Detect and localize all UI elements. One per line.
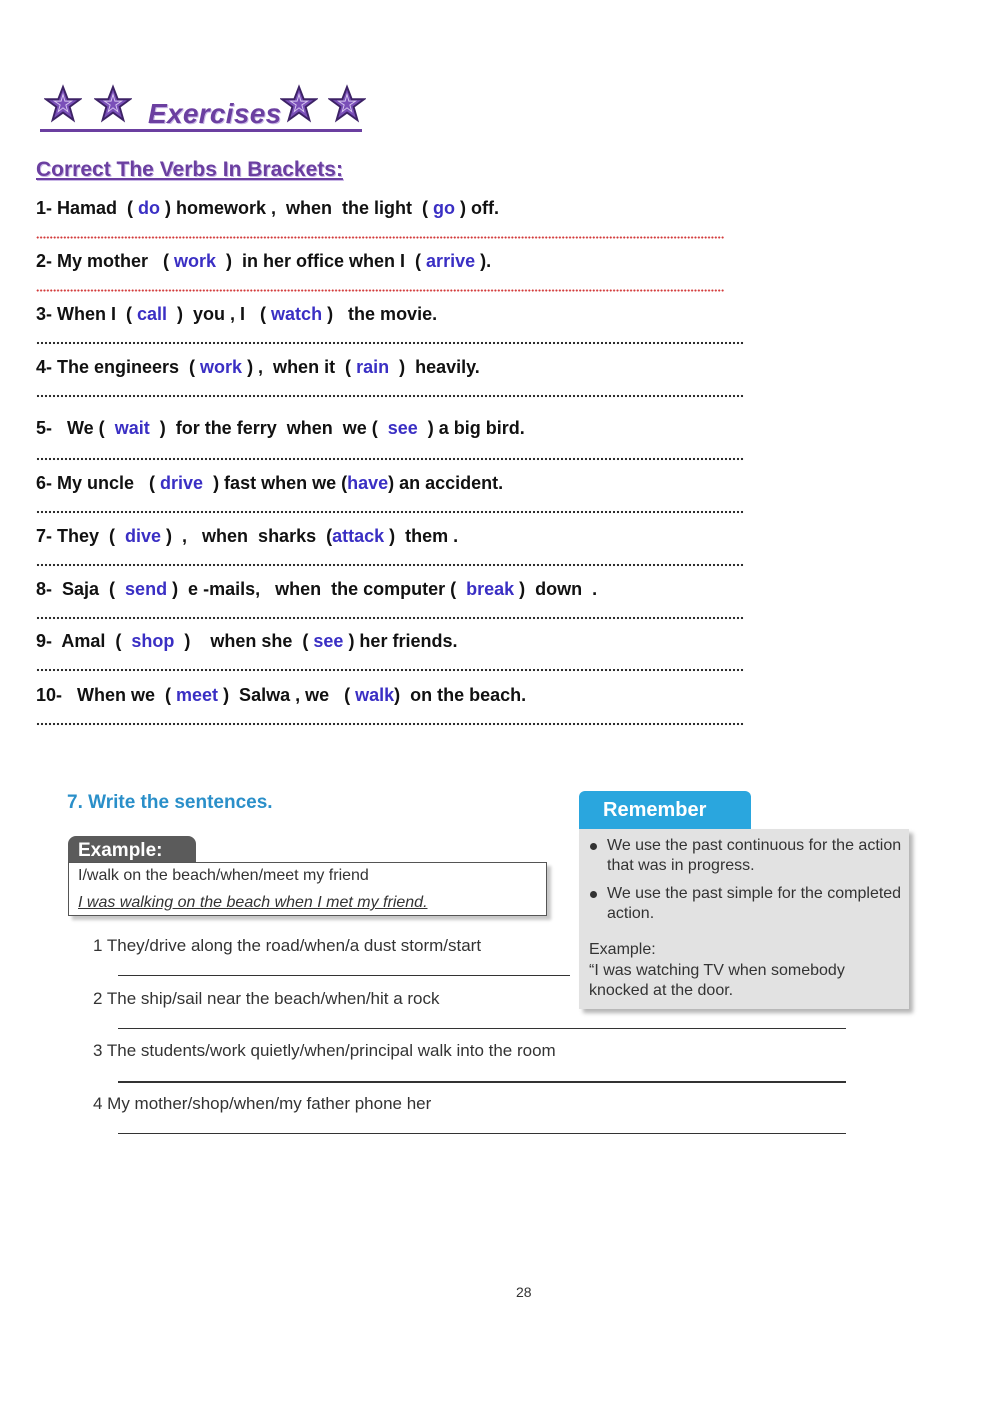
answer-line[interactable] bbox=[36, 722, 744, 726]
question-4: 4- The engineers ( work ) , when it ( rain ) heavily. bbox=[36, 357, 480, 377]
bullet-icon bbox=[590, 891, 597, 898]
star-icon bbox=[280, 84, 318, 124]
header-underline bbox=[40, 129, 362, 132]
answer-line[interactable] bbox=[36, 668, 744, 672]
question-2: 2- My mother ( work ) in her office when I ( arrive ). bbox=[36, 251, 492, 271]
task-4: 4 My mother/shop/when/my father phone her bbox=[93, 1094, 432, 1113]
question-6: 6- My uncle ( drive ) fast when we (have) an accident. bbox=[36, 473, 504, 493]
example-answer: I was walking on the beach when I met my friend. bbox=[78, 894, 428, 911]
exercises-header bbox=[40, 84, 370, 134]
question-5: 5- We ( wait ) for the ferry when we ( see ) a big bird. bbox=[36, 418, 525, 438]
star-icon bbox=[94, 84, 132, 124]
example-label: Example: bbox=[68, 836, 196, 864]
task-3: 3 The students/work quietly/when/principal walk into the room bbox=[93, 1041, 556, 1060]
task-2: 2 The ship/sail near the beach/when/hit a rock bbox=[93, 989, 440, 1008]
question-9: 9- Amal ( shop ) when she ( see ) her friends. bbox=[36, 631, 458, 651]
writing-line[interactable] bbox=[118, 975, 570, 976]
remember-example-text: “I was watching TV when somebody knocked at the door. bbox=[589, 962, 845, 999]
remember-item: We use the past continuous for the action that was in progress. bbox=[607, 837, 902, 874]
page-number: 28 bbox=[516, 1284, 532, 1300]
answer-line[interactable] bbox=[36, 341, 744, 345]
remember-item: We use the past simple for the completed action. bbox=[607, 885, 902, 922]
question-3: 3- When I ( call ) you , I ( watch ) the movie. bbox=[36, 304, 438, 324]
remember-tab: Remember bbox=[579, 791, 751, 829]
exercise-7-title: 7. Write the sentences. bbox=[67, 792, 273, 813]
question-1: 1- Hamad ( do ) homework , when the light ( go ) off. bbox=[36, 198, 500, 218]
writing-line[interactable] bbox=[118, 1028, 846, 1029]
page-title: Exercises bbox=[148, 98, 282, 129]
answer-line[interactable] bbox=[36, 563, 744, 567]
task-1: 1 They/drive along the road/when/a dust storm/start bbox=[93, 936, 482, 955]
bullet-icon bbox=[590, 843, 597, 850]
question-8: 8- Saja ( send ) e -mails, when the computer ( break ) down . bbox=[36, 579, 598, 599]
remember-box bbox=[579, 829, 909, 1009]
question-7: 7- They ( dive ) , when sharks (attack ) them . bbox=[36, 526, 459, 546]
example-box bbox=[68, 862, 547, 916]
remember-example-label: Example: bbox=[589, 941, 656, 958]
example-prompt: I/walk on the beach/when/meet my friend bbox=[78, 867, 369, 884]
answer-line[interactable] bbox=[36, 394, 744, 398]
question-10: 10- When we ( meet ) Salwa , we ( walk) on the beach. bbox=[36, 685, 527, 705]
star-icon bbox=[328, 84, 366, 124]
answer-line[interactable] bbox=[36, 457, 744, 461]
star-icon bbox=[44, 84, 82, 124]
answer-line[interactable] bbox=[36, 616, 744, 620]
section-title: Correct The Verbs In Brackets: bbox=[36, 158, 343, 181]
answer-line[interactable] bbox=[36, 289, 724, 293]
writing-line[interactable] bbox=[118, 1133, 846, 1134]
answer-line[interactable] bbox=[36, 236, 724, 240]
writing-line[interactable] bbox=[118, 1081, 846, 1083]
answer-line[interactable] bbox=[36, 510, 744, 514]
